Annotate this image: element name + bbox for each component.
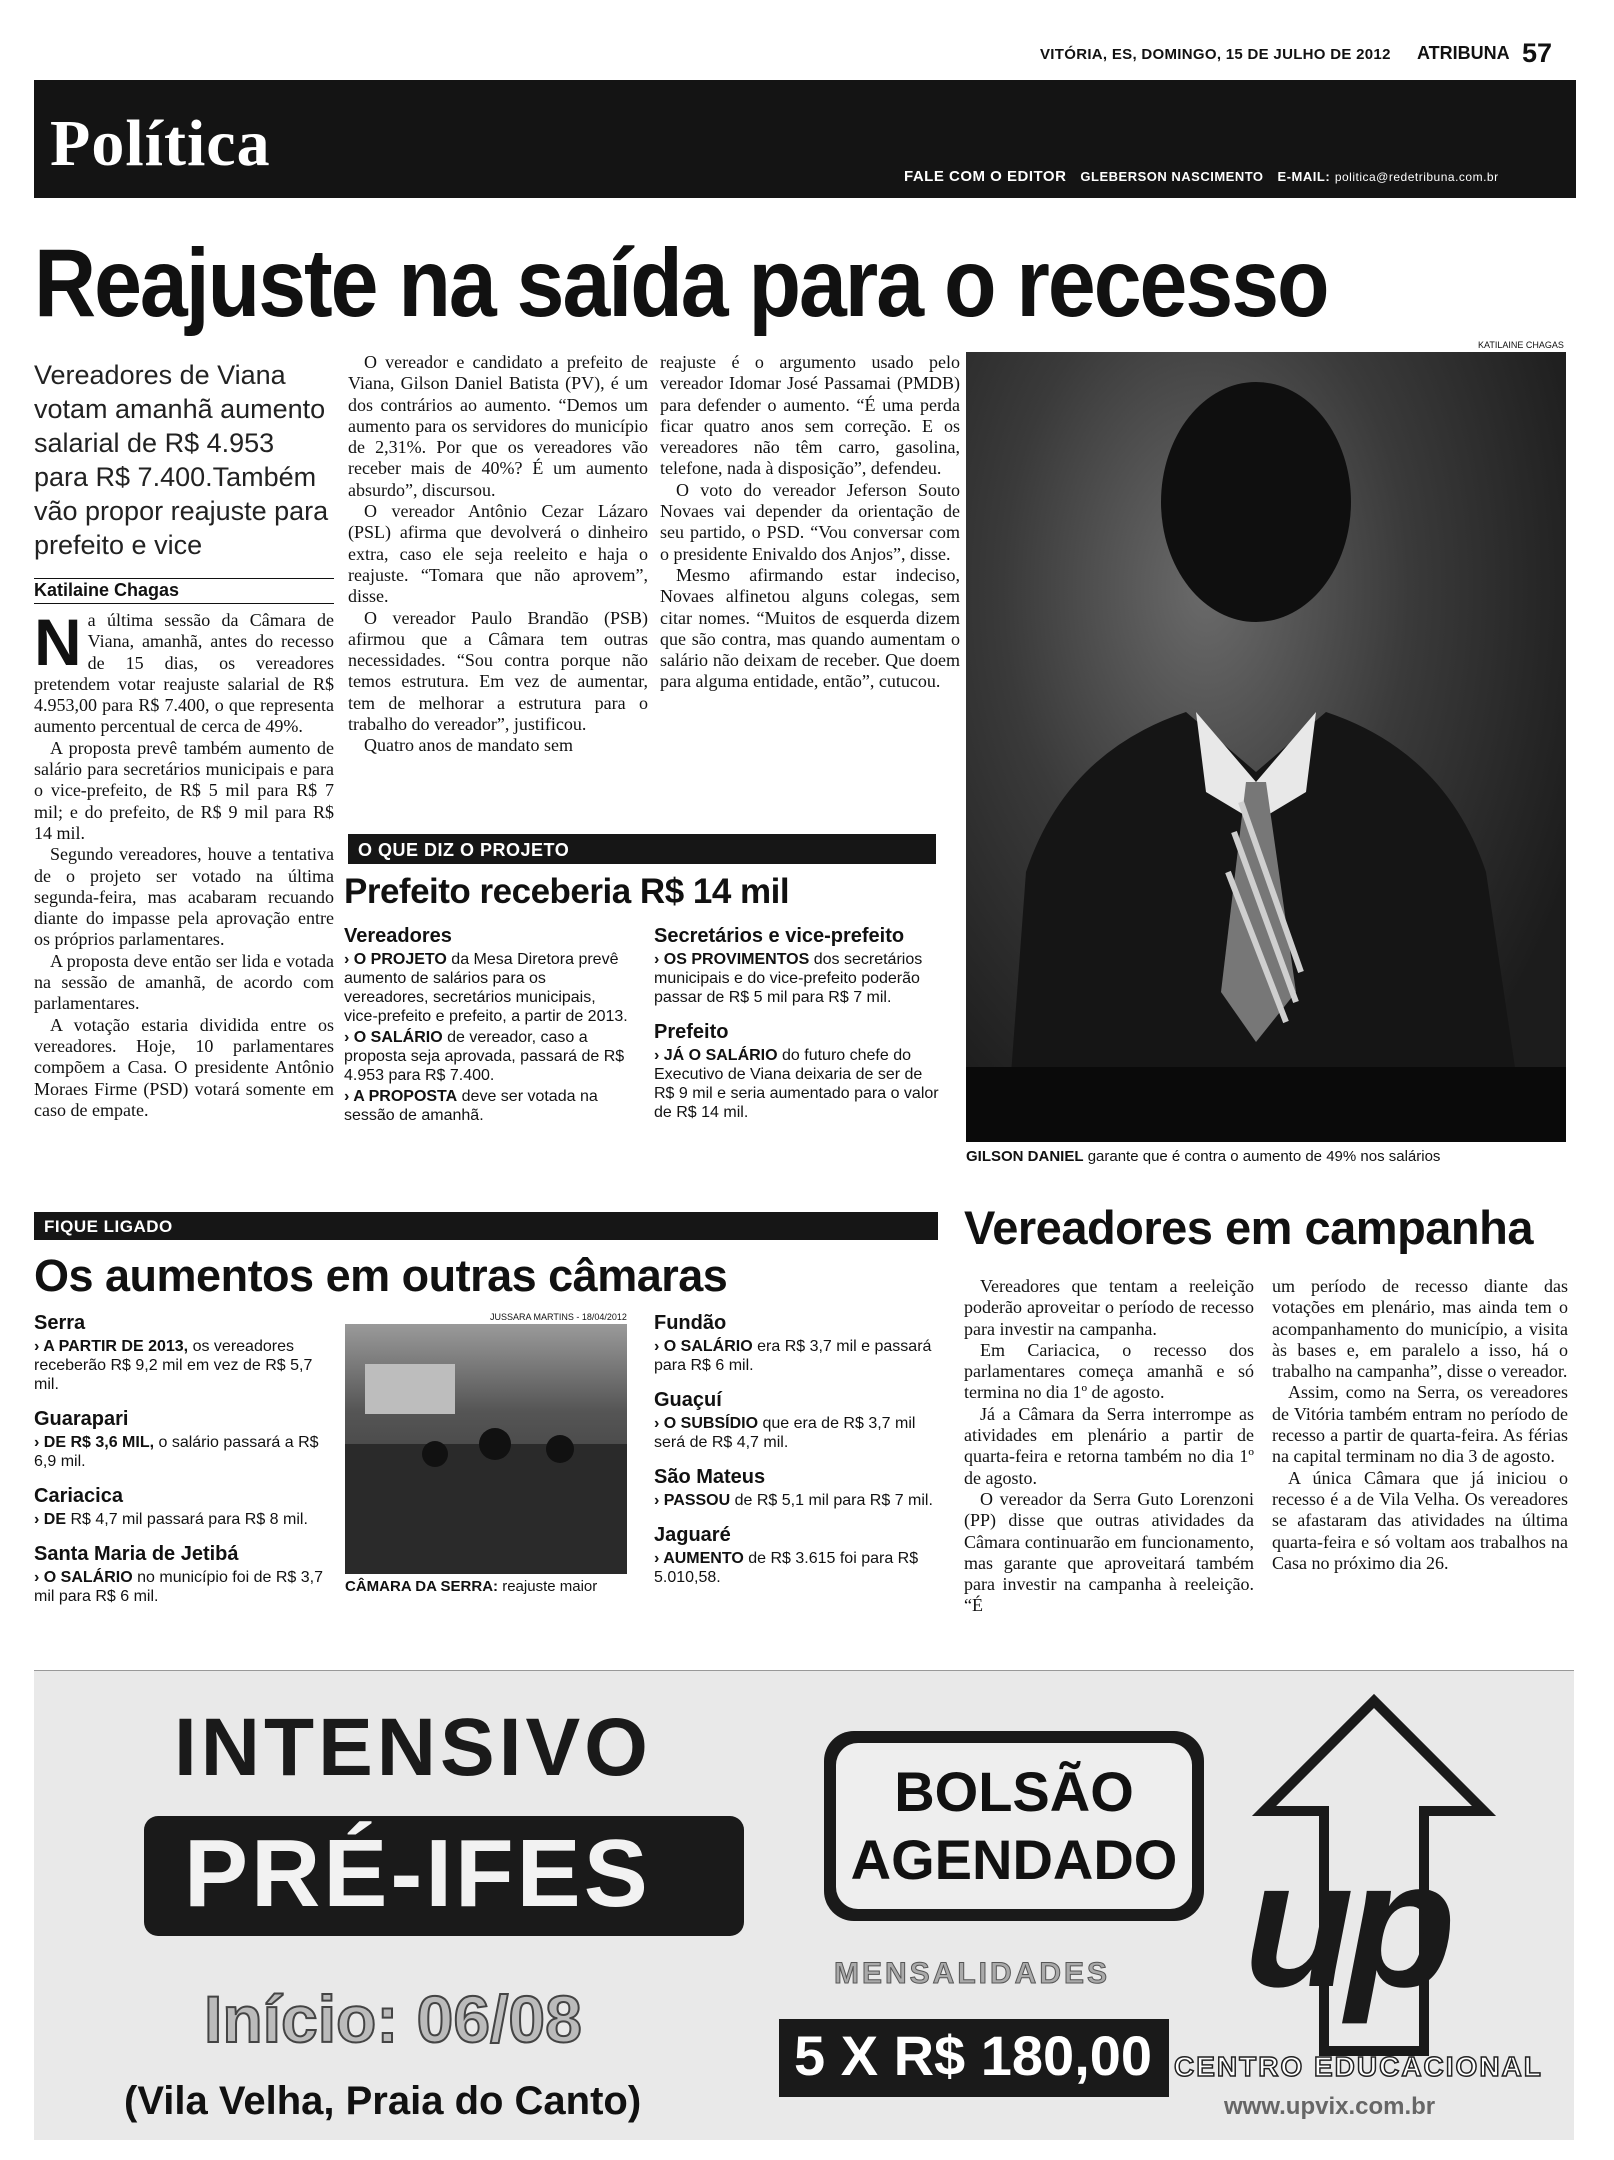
project-box-bar: O QUE DIZ O PROJETO (348, 834, 936, 864)
ad-fees: 5 X R$ 180,00 (794, 2024, 1153, 2087)
city-guarapari: Guarapari (34, 1408, 129, 1430)
list-item: › OS PROVIMENTOS dos secretários municipais e do vice-prefeito poderão passar de R$ 5 mil para R$ 7 mil. (654, 950, 944, 1007)
paragraph: Já a Câmara da Serra interrompe as atividades em plenário a partir de quarta-feira e retorna também no dia 1º de agosto. (964, 1403, 1254, 1488)
byline-rule-bottom (34, 603, 334, 604)
ad-line-pre-ifes: PRÉ-IFES (184, 1820, 651, 1927)
person-head (546, 1435, 574, 1463)
person-head (479, 1428, 511, 1460)
ad-line-intensivo: INTENSIVO (174, 1702, 652, 1793)
list-item: › PASSOU de R$ 5,1 mil para R$ 7 mil. (654, 1491, 944, 1510)
city-cariacica: Cariacica (34, 1485, 123, 1507)
paragraph: O vereador da Serra Guto Lorenzoni (PP) disse que outras atividades da Câmara continuarão em funcionamento, mas garante que aproveitará também para investir na campanha à reeleição. “É (964, 1488, 1254, 1616)
city-fundao: Fundão (654, 1312, 727, 1334)
city-jaguare: Jaguaré (654, 1524, 731, 1546)
section-banner (34, 80, 1576, 198)
list-item: › O SALÁRIO no município foi de R$ 3,7 mil para R$ 6 mil. (34, 1568, 324, 1606)
paragraph: O vereador Antônio Cezar Lázaro (PSL) afirma que devolverá o dinheiro extra, caso ele seja reeleito e haja o reajuste. “Tomara que não aprovem”, disse. (348, 501, 648, 607)
ad-website[interactable]: www.upvix.com.br (1224, 2093, 1436, 2120)
ad-school-name: CENTRO EDUCACIONAL (1174, 2051, 1543, 2082)
fique-ligado-title: Os aumentos em outras câmaras (34, 1250, 728, 1301)
fique-right-list (654, 1312, 944, 1587)
list-item: › O SALÁRIO de vereador, caso a proposta seja aprovada, passará de R$ 4.953 para R$ 7.400. (344, 1028, 630, 1085)
fique-ligado-bar: FIQUE LIGADO (34, 1212, 938, 1240)
byline: Katilaine Chagas (34, 580, 180, 600)
subhead-prefeito: Prefeito (654, 1021, 729, 1043)
editor-name: GLEBERSON NASCIMENTO (1080, 169, 1264, 184)
page-dateline (1040, 46, 1410, 63)
paragraph: A proposta prevê também aumento de salário para secretários municipais e para o vice-prefeito, de R$ 5 mil para R$ 7 mil; e do prefeito, de R$ 9 mil para R$ 14 mil. (34, 737, 334, 843)
panel-shape (365, 1364, 455, 1414)
ad-start-date: Início: 06/08 (204, 1982, 582, 2056)
up-logo: up (1244, 1824, 1448, 2025)
badge-line-1: BOLSÃO (894, 1760, 1134, 1823)
editor-label: FALE COM O EDITOR (904, 168, 1067, 185)
paragraph: Em Cariacica, o recesso dos parlamentares começa amanhã e só termina no dia 1º de agosto. (964, 1339, 1254, 1403)
gilson-daniel-photo (966, 352, 1566, 1142)
city-serra: Serra (34, 1312, 86, 1334)
person-head (422, 1441, 448, 1467)
paragraph: reajuste é o argumento usado pelo vereador Idomar José Passamai (PMDB) para defender o aumento. “É uma perda ficar quatro anos sem correção. E os vereadores não têm carro, gasolina, telefone, nada à disposição”, defendeu. (660, 352, 960, 479)
fique-left-list (34, 1312, 324, 1606)
article-col-3 (660, 352, 960, 693)
desk-shape (345, 1444, 627, 1574)
ad-fees-label: MENSALIDADES (834, 1957, 1111, 1990)
serra-photo-caption (345, 1578, 635, 1595)
advertisement[interactable] (34, 1670, 1574, 2140)
paragraph: Segundo vereadores, houve a tentativa de o projeto ser votado na última segunda-feira, mas acabaram recuando diante do impasse pela aprovação entre os próprios parlamentares. (34, 844, 334, 950)
subhead-secretarios: Secretários e vice-prefeito (654, 925, 905, 947)
campaign-col-2 (1272, 1276, 1568, 1574)
campaign-col-1 (964, 1276, 1254, 1617)
camara-serra-photo (345, 1324, 627, 1574)
paragraph: A única Câmara que já iniciou o recesso é a de Vila Velha. Os vereadores se afastaram das atividades na última quarta-feira e só voltam aos trabalhos na Casa no próximo dia 26. (1272, 1467, 1568, 1573)
paragraph: A votação estaria dividida entre os vereadores. Hoje, 10 parlamentares compõem a Casa. O presidente Antônio Moraes Firme (PSD) votará somente em caso de empate. (34, 1014, 334, 1120)
foreground-shape (966, 1067, 1566, 1142)
paragraph: O vereador Paulo Brandão (PSB) afirmou que a Câmara tem outras necessidades. “Sou contra porque não temos estrutura. Em vez de aumentar, tem de melhorar a estrutura para o trabalho do vereador”, justificou. (348, 607, 648, 735)
paper-name: ATRIBUNA (1417, 43, 1510, 63)
project-box-left (344, 925, 630, 1125)
photo-credit: KATILAINE CHAGAS (1478, 340, 1564, 350)
paragraph: Assim, como na Serra, os vereadores de Vitória também entram no período de recesso a partir de quarta-feira. As férias na capital terminam no dia 3 de agosto. (1272, 1382, 1568, 1467)
head-shape (1161, 382, 1351, 622)
subhead-vereadores: Vereadores (344, 925, 452, 947)
chamber-illustration (345, 1324, 627, 1574)
list-item: › A PARTIR DE 2013, os vereadores receberão R$ 9,2 mil em vez de R$ 5,7 mil. (34, 1337, 324, 1394)
project-box-title: Prefeito receberia R$ 14 mil (344, 872, 790, 911)
paragraph: A proposta deve então ser lida e votada na sessão de amanhã, de acordo com parlamentares. (34, 950, 334, 1014)
list-item: › DE R$ 3,6 MIL, o salário passará a R$ 6,9 mil. (34, 1433, 324, 1471)
portrait-illustration (966, 352, 1566, 1142)
paragraph: O voto do vereador Jeferson Souto Novaes vai depender da orientação de seu partido, o PSD. “Vou conversar com o presidente Enivaldo dos Anjos”, disse. (660, 479, 960, 564)
dateline: VITÓRIA, ES, DOMINGO, 15 DE JULHO DE 2012 (1040, 46, 1391, 63)
list-item: › A PROPOSTA deve ser votada na sessão de amanhã. (344, 1087, 630, 1125)
caption-text: garante que é contra o aumento de 49% nos salários (1087, 1148, 1441, 1165)
paragraph: Vereadores que tentam a reeleição poderão aproveitar o período de recesso para investir na campanha. (964, 1276, 1254, 1339)
list-item: › O SALÁRIO era R$ 3,7 mil e passará para R$ 6 mil. (654, 1337, 944, 1375)
editor-line (904, 168, 1499, 185)
first-paragraph (34, 605, 334, 738)
bolsao-badge (824, 1731, 1204, 1921)
caption-name: CÂMARA DA SERRA: (345, 1578, 499, 1595)
article-col-1 (34, 605, 334, 1121)
caption-name: GILSON DANIEL (966, 1148, 1084, 1165)
serra-photo-credit: JUSSARA MARTINS - 18/04/2012 (490, 1312, 627, 1322)
list-item: › DE R$ 4,7 mil passará para R$ 8 mil. (34, 1510, 324, 1529)
list-item: › O PROJETO da Mesa Diretora prevê aumento de salários para os vereadores, secretários municipais, vice-prefeito e prefeito, a partir de 2013. (344, 950, 630, 1026)
caption-text: reajuste maior (502, 1578, 598, 1595)
first-paragraph-text: a última sessão da Câmara de Viana, amanhã, antes do recesso de 15 dias, os vereadores pretendem votar reajuste salarial de R$ 4.953,00 para R$ 7.400, o que representa aumento percentual de cerca de 49%. (34, 610, 334, 737)
photo-caption (966, 1148, 1566, 1165)
list-item: › JÁ O SALÁRIO do futuro chefe do Executivo de Viana deixaria de ser de R$ 9 mil e seria aumentado para o valor de R$ 14 mil. (654, 1046, 944, 1122)
city-guacui: Guaçuí (654, 1389, 722, 1411)
drop-cap: N (34, 605, 82, 679)
ad-places: (Vila Velha, Praia do Canto) (124, 2079, 642, 2123)
list-item: › O SUBSÍDIO que era de R$ 3,7 mil será de R$ 4,7 mil. (654, 1414, 944, 1452)
city-sao-mateus: São Mateus (654, 1466, 766, 1488)
email-label: E-MAIL: (1277, 169, 1331, 184)
project-box-right (654, 925, 944, 1122)
editor-email[interactable]: politica@redetribuna.com.br (1334, 170, 1499, 184)
paragraph: um período de recesso diante das votações em plenário, mas ainda tem o acompanhamento do município, a visita às bases e, em paralelo a isso, há o trabalho na campanha”, disse o vereador. (1272, 1276, 1568, 1382)
paragraph: Quatro anos de mandato sem (364, 735, 573, 756)
city-santa-maria: Santa Maria de Jetibá (34, 1543, 239, 1565)
list-item: › AUMENTO de R$ 3.615 foi para R$ 5.010,58. (654, 1549, 944, 1587)
page-number: 57 (1522, 38, 1553, 68)
paragraph: O vereador e candidato a prefeito de Viana, Gilson Daniel Batista (PV), é um dos contrários ao aumento. “Demos um aumento para os servidores do município de 2,31%. Por que os vereadores vão receber mais de 40%? É um aumento absurdo”, discursou. (348, 352, 648, 500)
deck: Vereadores de Viana votam amanhã aumento salarial de R$ 4.953 para R$ 7.400.Também vão propor reajuste para prefeito e vice (34, 360, 329, 560)
headline: Reajuste na saída para o recesso (34, 229, 1328, 338)
paragraph: Mesmo afirmando estar indeciso, Novaes alfinetou alguns colegas, sem citar nomes. “Muitos de esquerda dizem que são contra, mas quando aumentam o salário não deixam de receber. Que doem para alguma entidade, então”, cutucou. (660, 564, 960, 692)
section-title: Política (50, 107, 271, 180)
article-col-2 (348, 352, 648, 757)
campaign-title: Vereadores em campanha (964, 1201, 1533, 1254)
byline-rule (34, 578, 334, 579)
badge-line-2: AGENDADO (850, 1828, 1178, 1891)
